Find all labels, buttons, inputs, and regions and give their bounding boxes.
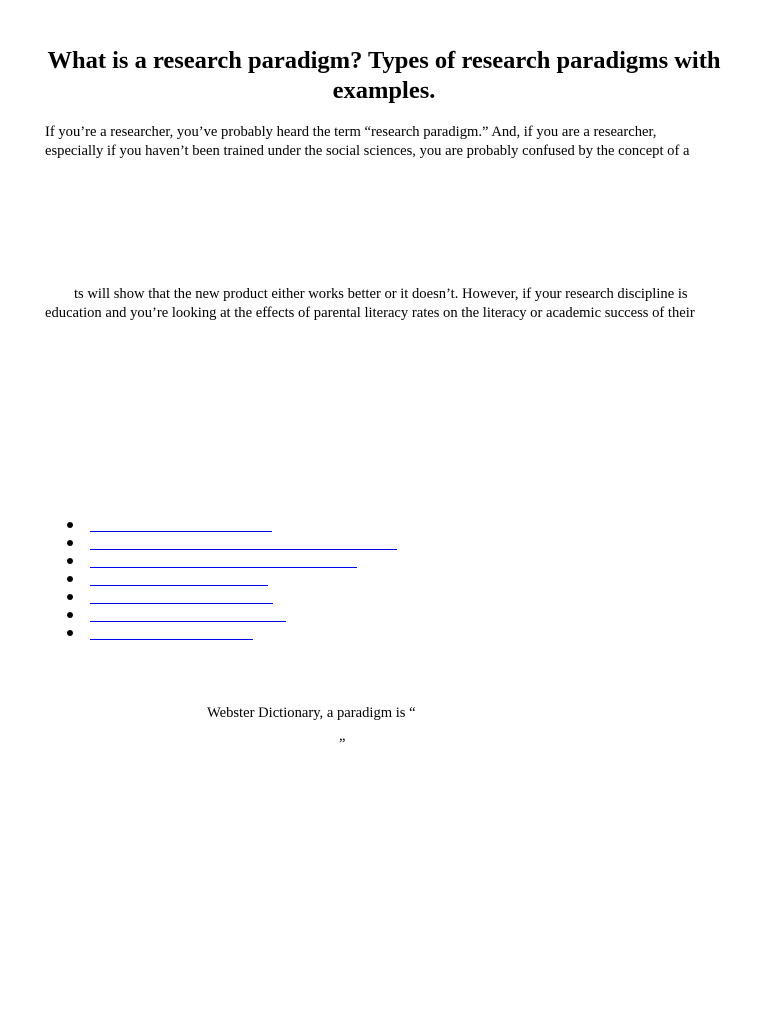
- intro-paragraph: [45, 123, 735, 161]
- toc-link[interactable]: [90, 517, 272, 532]
- bullet-icon: [67, 540, 73, 546]
- bullet-icon: [67, 558, 73, 564]
- bullet-icon: [67, 576, 73, 582]
- body-line-2: education and you’re looking at the effects of parental literacy rates on the literacy or academic success of their: [45, 305, 695, 321]
- toc-item: [45, 625, 397, 643]
- toc-item: [45, 517, 397, 535]
- toc-item: [45, 553, 397, 571]
- article-title: What is a research paradigm? Types of research paradigms with examples.: [47, 47, 721, 104]
- toc-item: [45, 607, 397, 625]
- bullet-icon: [67, 522, 73, 528]
- bullet-icon: [67, 612, 73, 618]
- toc-link[interactable]: [90, 607, 286, 622]
- toc-link[interactable]: [90, 589, 273, 604]
- bullet-icon: [67, 630, 73, 636]
- toc-link[interactable]: [90, 571, 268, 586]
- toc-link[interactable]: [90, 535, 397, 550]
- toc-item: [45, 589, 397, 607]
- toc-link[interactable]: [90, 625, 253, 640]
- definition-text: Webster Dictionary, a paradigm is “: [207, 705, 416, 721]
- body-paragraph: [45, 285, 735, 323]
- intro-line-1: If you’re a researcher, you’ve probably heard the term “research paradigm.” And, if you are a researcher,: [45, 124, 657, 140]
- closing-quote: ”: [339, 736, 346, 752]
- intro-line-2: especially if you haven’t been trained under the social sciences, you are probably confused by the concept of a: [45, 143, 690, 159]
- body-line-1: ts will show that the new product either works better or it doesn’t. However, if your research discipline is: [74, 286, 688, 302]
- toc-item: [45, 571, 397, 589]
- toc-item: [45, 535, 397, 553]
- toc-link[interactable]: [90, 553, 357, 568]
- bullet-icon: [67, 594, 73, 600]
- table-of-contents: [45, 517, 397, 643]
